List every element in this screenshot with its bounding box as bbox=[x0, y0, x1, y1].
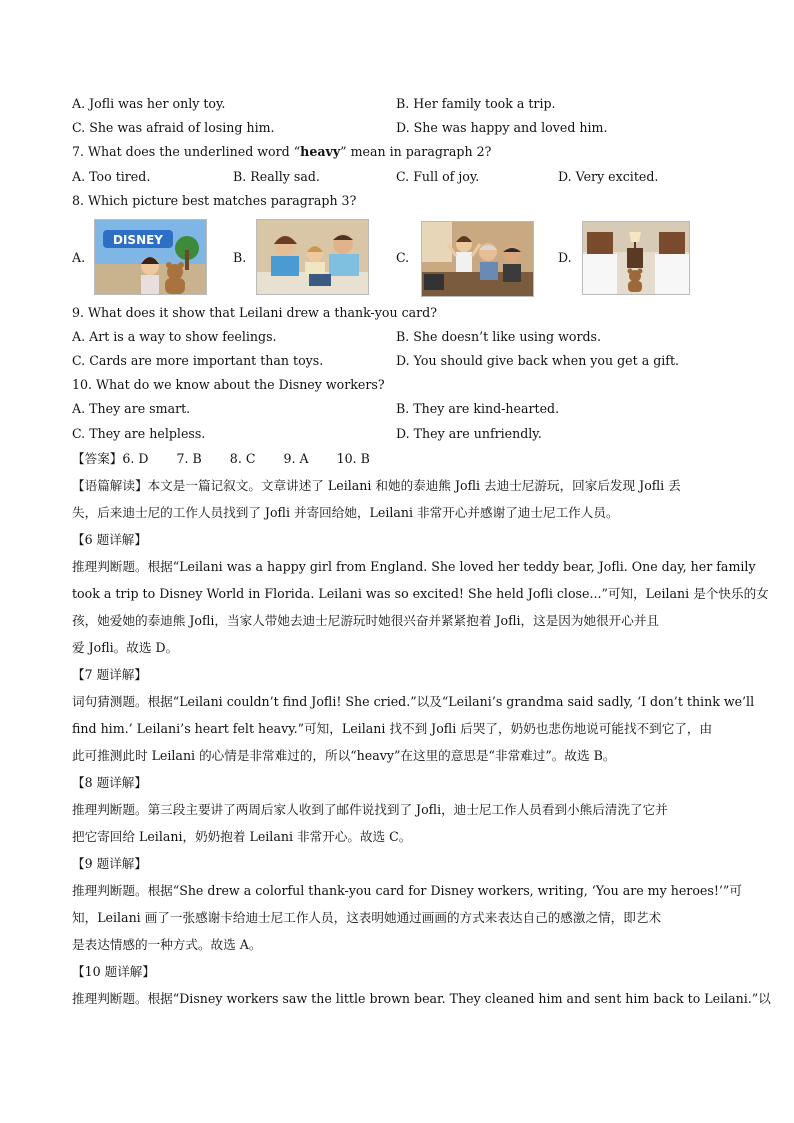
detail-7-heading: 【7 题详解】 bbox=[72, 667, 147, 682]
detail-7-line-3: 此可推测此时 Leilani 的心情是非常难过的，所以“heavy”在这里的意思是“非常难过”。故选 B。 bbox=[72, 748, 616, 763]
q8-picture-d bbox=[582, 221, 690, 295]
q6-option-a: A. Jofli was her only toy. bbox=[72, 96, 226, 111]
q8-picture-b bbox=[256, 219, 369, 295]
detail-8-line-1: 推理判断题。第三段主要讲了两周后家人收到了邮件说找到了 Jofli，迪士尼工作人员看到小熊后清洗了它并 bbox=[72, 802, 668, 817]
q10-option-d: D. They are unfriendly. bbox=[396, 426, 542, 441]
detail-8-section bbox=[72, 769, 722, 850]
detail-6-line-4: 爱 Jofli。故选 D。 bbox=[72, 640, 179, 655]
detail-8-heading: 【8 题详解】 bbox=[72, 775, 147, 790]
q9-stem: 9. What does it show that Leilani drew a thank-you card? bbox=[72, 305, 437, 320]
q9-option-b: B. She doesn’t like using words. bbox=[396, 329, 602, 344]
detail-8-line-2: 把它寄回给 Leilani，奶奶抱着 Leilani 非常开心。故选 C。 bbox=[72, 829, 412, 844]
q7-option-c: C. Full of joy. bbox=[396, 169, 480, 184]
detail-7-section bbox=[72, 661, 755, 769]
q10-stem: 10. What do we know about the Disney workers? bbox=[72, 377, 385, 392]
detail-7-line-1: 词句猜测题。根据“Leilani couldn’t find Jofli! She cried.”以及“Leilani’s grandma said sadly, ‘I don’t think we’ll bbox=[72, 694, 755, 709]
q6-option-b: B. Her family took a trip. bbox=[396, 96, 556, 111]
answer-line: 【答案】6. D 7. B 8. C 9. A 10. B bbox=[72, 451, 370, 466]
q8-label-c: C. bbox=[396, 250, 410, 265]
detail-10-section bbox=[72, 958, 771, 1012]
detail-9-line-1: 推理判断题。根据“She drew a colorful thank-you card for Disney workers, writing, ‘You are my heroes!’”可 bbox=[72, 883, 742, 898]
q10-option-c: C. They are helpless. bbox=[72, 426, 206, 441]
detail-9-line-3: 是表达情感的一种方式。故选 A。 bbox=[72, 937, 262, 952]
detail-6-section bbox=[72, 526, 769, 661]
detail-9-heading: 【9 题详解】 bbox=[72, 856, 147, 871]
q10-option-a: A. They are smart. bbox=[72, 401, 191, 416]
summary-section bbox=[72, 472, 722, 526]
q8-stem: 8. Which picture best matches paragraph 3? bbox=[72, 193, 357, 208]
q6-option-d: D. She was happy and loved him. bbox=[396, 120, 608, 135]
q8-label-a: A. bbox=[72, 250, 86, 265]
detail-10-line-1: 推理判断题。根据“Disney workers saw the little brown bear. They cleaned him and sent him back to Leilani.”以 bbox=[72, 991, 771, 1006]
detail-9-section bbox=[72, 850, 742, 958]
q6-option-c: C. She was afraid of losing him. bbox=[72, 120, 275, 135]
detail-6-line-2: took a trip to Disney World in Florida. Leilani was so excited! She held Jofli close...”可知，Leilani 是个快乐的女 bbox=[72, 586, 769, 601]
detail-6-line-1: 推理判断题。根据“Leilani was a happy girl from England. She loved her teddy bear, Jofli. One day, her family bbox=[72, 559, 756, 574]
summary-line-2: 失，后来迪士尼的工作人员找到了 Jofli 并寄回给她，Leilani 非常开心并感谢了迪士尼工作人员。 bbox=[72, 505, 619, 520]
summary-line-1: 【语篇解读】本文是一篇记叙文。文章讲述了 Leilani 和她的泰迪熊 Jofli 去迪士尼游玩，回家后发现 Jofli 丢 bbox=[72, 478, 681, 493]
q8-label-b: B. bbox=[233, 250, 247, 265]
detail-6-heading: 【6 题详解】 bbox=[72, 532, 147, 547]
q7-stem-word: heavy bbox=[300, 144, 341, 159]
q7-option-a: A. Too tired. bbox=[72, 169, 151, 184]
q8-picture-a bbox=[94, 219, 207, 295]
detail-10-heading: 【10 题详解】 bbox=[72, 964, 155, 979]
q9-option-a: A. Art is a way to show feelings. bbox=[72, 329, 277, 344]
q8-label-d: D. bbox=[558, 250, 572, 265]
q7-stem-post: ” mean in paragraph 2? bbox=[340, 144, 492, 159]
q8-picture-a-sign: DISNEY bbox=[113, 233, 163, 247]
q7-stem bbox=[72, 144, 491, 160]
q8-picture-c bbox=[421, 221, 534, 297]
detail-6-line-3: 孩，她爱她的泰迪熊 Jofli，当家人带她去迪士尼游玩时她很兴奋并紧紧抱着 Jofli，这是因为她很开心并且 bbox=[72, 613, 660, 628]
detail-9-line-2: 知，Leilani 画了一张感谢卡给迪士尼工作人员，这表明她通过画画的方式来表达自己的感激之情，即艺术 bbox=[72, 910, 662, 925]
q9-option-d: D. You should give back when you get a gift. bbox=[396, 353, 680, 368]
detail-7-line-2: find him.’ Leilani’s heart felt heavy.”可知，Leilani 找不到 Jofli 后哭了，奶奶也悲伤地说可能找不到它了，由 bbox=[72, 721, 713, 736]
q10-option-b: B. They are kind-hearted. bbox=[396, 401, 560, 416]
q7-option-b: B. Really sad. bbox=[233, 169, 320, 184]
q7-stem-pre: 7. What does the underlined word “ bbox=[72, 144, 301, 159]
q7-option-d: D. Very excited. bbox=[558, 169, 659, 184]
q9-option-c: C. Cards are more important than toys. bbox=[72, 353, 324, 368]
